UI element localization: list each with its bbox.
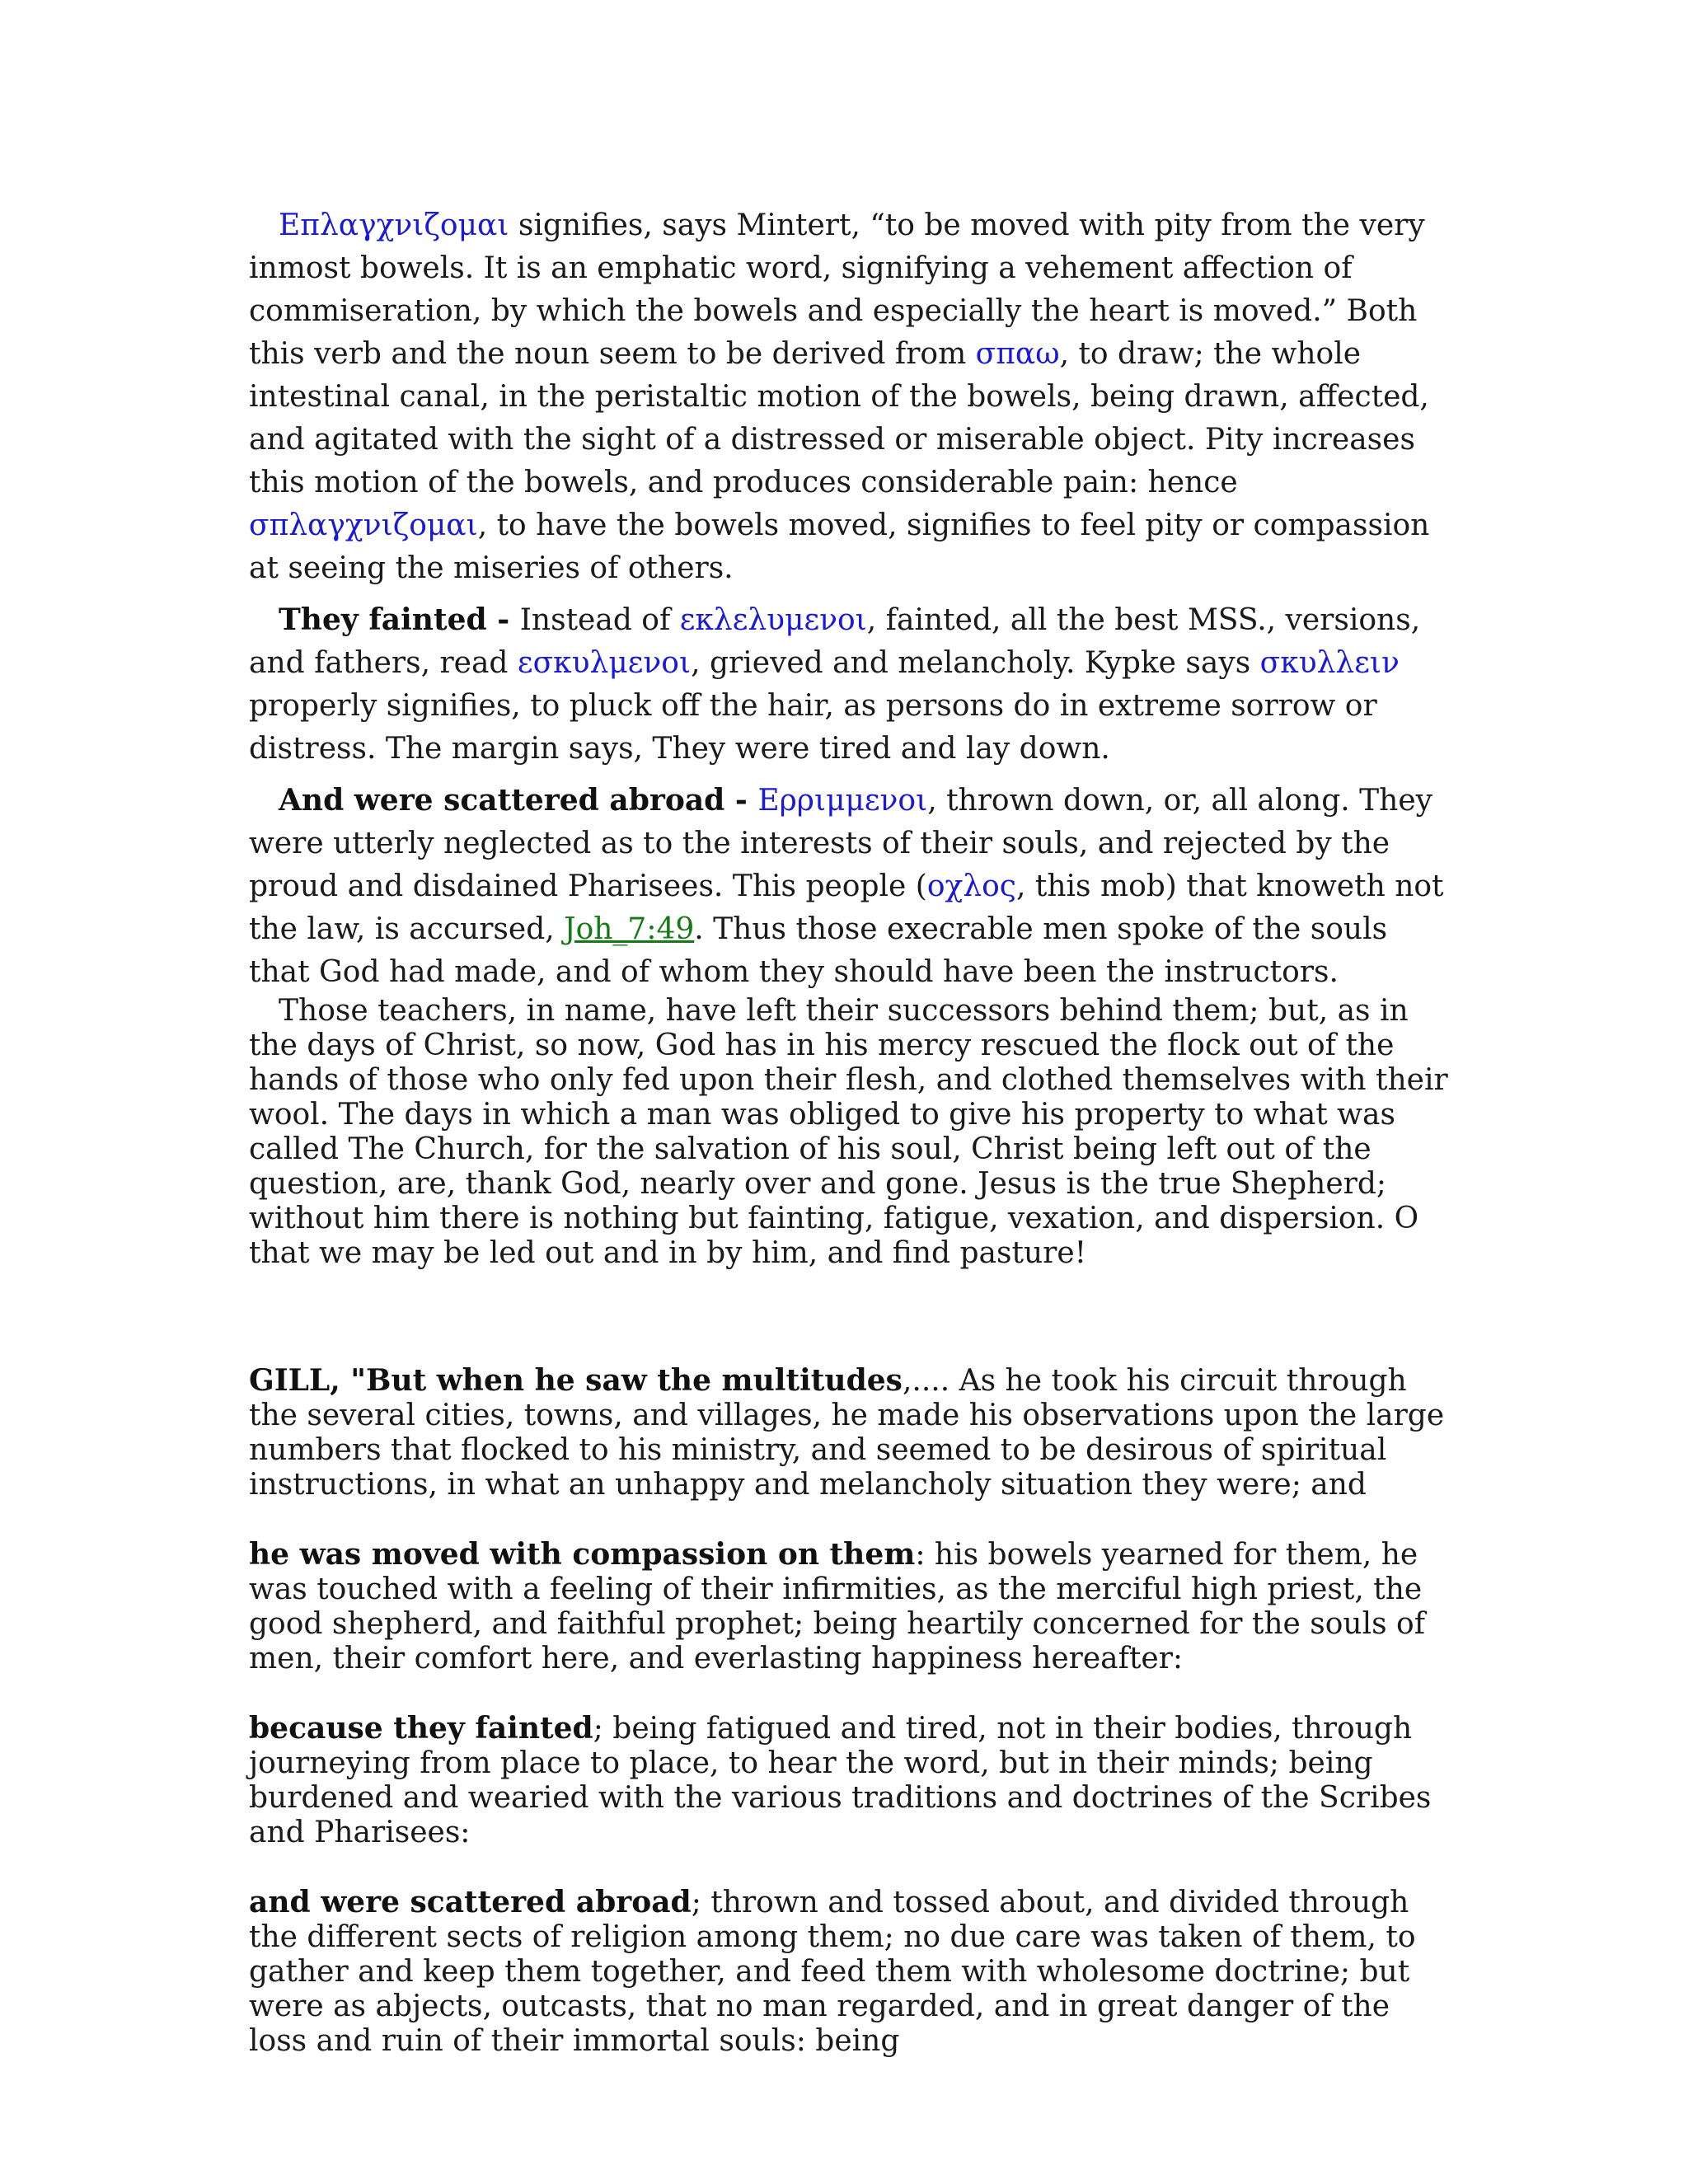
clarke-paragraph-compassion	[249, 204, 1452, 590]
paragraph-text: . Thus those execrable men spoke of the souls that God had made, and of whom they should have been the instructors.	[249, 912, 1388, 989]
gill-paragraph-multitudes	[249, 1363, 1452, 1502]
paragraph-text: Instead of	[519, 603, 680, 637]
paragraph-text: signifies, says Mintert, “to be moved with pity from the very inmost bowels. It is an emphatic word, signifying a vehement affection of commiseration, by which the bowels and especially the heart is moved.” Both this verb and the noun seem to be derived from	[249, 209, 1425, 371]
paragraph-text: : his bowels yearned for them, he was touched with a feeling of their infirmities, as the merciful high priest, the good shepherd, and faithful prophet; being heartily concerned for the souls of men, their comfort here, and everlasting happiness hereafter:	[249, 1538, 1426, 1675]
paragraph-text: , this mob) that knoweth not the law, is accursed,	[249, 869, 1444, 946]
paragraph-text: , fainted, all the best MSS., versions, and fathers, read	[249, 603, 1421, 680]
lemma-heading: GILL, "But when he saw the multitudes	[249, 1363, 903, 1398]
paragraph-text: , grieved and melancholy. Kypke says	[691, 646, 1260, 680]
clarke-paragraph-scattered	[249, 779, 1452, 994]
greek-word: σπλαγχνιζομαι	[249, 509, 478, 542]
scripture-reference-link[interactable]: Joh_7:49	[564, 912, 695, 946]
lemma-heading: and were scattered abroad	[249, 1885, 692, 1919]
greek-word: οχλος	[926, 869, 1016, 903]
greek-word: εσκυλμενοι	[517, 646, 692, 680]
lemma-heading: because they fainted	[249, 1711, 593, 1746]
gill-paragraph-scattered	[249, 1885, 1452, 2059]
paragraph-text: , to draw; the whole intestinal canal, in the peristaltic motion of the bowels, being drawn, affected, and agitated with the sight of a distressed or miserable object. Pity increases this motion of the bowels, and produces considerable pain: hence	[249, 337, 1429, 499]
clarke-paragraph-fainted	[249, 598, 1452, 771]
commentary-page	[249, 204, 1452, 2059]
greek-word: εκλελυμενοι	[679, 603, 867, 637]
paragraph-text: , to have the bowels moved, signifies to feel pity or compassion at seeing the miseries of others.	[249, 509, 1430, 585]
paragraph-text: ; being fatigued and tired, not in their bodies, through journeying from place to place, to hear the word, but in their minds; being burdened and wearied with the various traditions and doctrines of the Scribes and Pharisees:	[249, 1712, 1432, 1849]
greek-word: Ερριμμενοι	[757, 784, 928, 818]
greek-word: Επλαγχνιζομαι	[279, 209, 509, 242]
gill-paragraph-compassion	[249, 1537, 1452, 1676]
lemma-heading: he was moved with compassion on them	[249, 1537, 916, 1572]
lemma-heading: And were scattered abroad -	[279, 783, 758, 818]
paragraph-text: ,.... As he took his circuit through the several cities, towns, and villages, he made his observations upon the large numbers that flocked to his ministry, and seemed to be desirous of spiritual instructions, in what an unhappy and melancholy situation they were; and	[249, 1364, 1445, 1502]
lemma-heading: They fainted -	[279, 602, 520, 637]
greek-word: σπαω	[975, 337, 1060, 371]
paragraph-text: properly signifies, to pluck off the hair, as persons do in extreme sorrow or distress. The margin says, They were tired and lay down.	[249, 689, 1377, 766]
paragraph-text: ; thrown and tossed about, and divided through the different sects of religion among them; no due care was taken of them, to gather and keep them together, and feed them with wholesome doctrine; but were as abjects, outcasts, that no man regarded, and in great danger of the loss and ruin of their immortal souls: being	[249, 1886, 1416, 2058]
clarke-paragraph-teachers: Those teachers, in name, have left their successors behind them; but, as in the days of Christ, so now, God has in his mercy rescued the flock out of the hands of those who only fed upon their flesh, and clothed themselves with their wool. The days in which a man was obliged to give his property to what was called The Church, for the salvation of his soul, Christ being left out of the question, are, thank God, nearly over and gone. Jesus is the true Shepherd; without him there is nothing but fainting, fatigue, vexation, and dispersion. O that we may be led out and in by him, and find pasture!	[249, 994, 1448, 1270]
paragraph-text: , thrown down, or, all along. They were utterly neglected as to the interests of their souls, and rejected by the proud and disdained Pharisees. This people (	[249, 784, 1433, 903]
greek-word: σκυλλειν	[1259, 646, 1400, 680]
gill-paragraph-fainted	[249, 1711, 1452, 1850]
